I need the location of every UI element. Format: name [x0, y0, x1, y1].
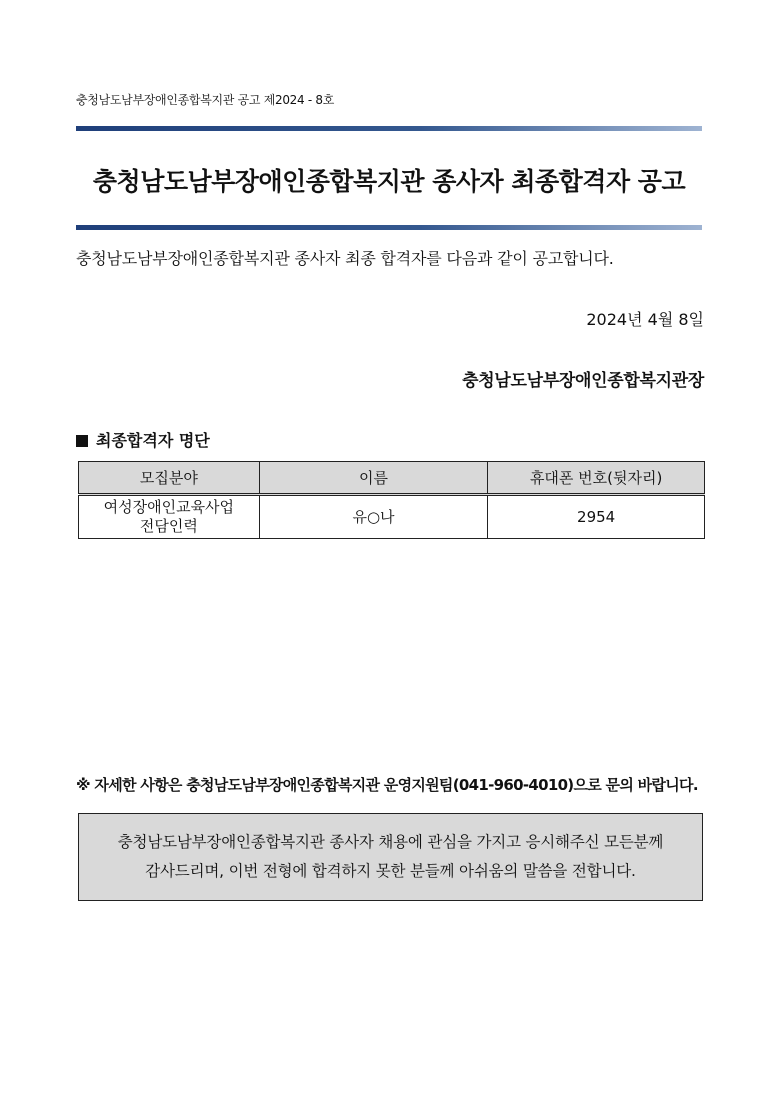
header-phone: 휴대폰 번호(뒷자리) — [488, 462, 705, 495]
notice-date: 2024년 4월 8일 — [586, 310, 704, 329]
section-heading — [76, 428, 210, 451]
closing-line-1: 충청남도남부장애인종합복지관 종사자 채용에 관심을 가지고 응시해주신 모든분께 — [117, 833, 664, 851]
title-top-rule — [76, 126, 702, 131]
section-title: 최종합격자 명단 — [96, 431, 210, 450]
field-line-2: 전담인력 — [139, 517, 198, 535]
issuer-name: 충청남도남부장애인종합복지관장 — [462, 371, 704, 391]
table-row — [79, 495, 705, 539]
notice-reference: 충청남도남부장애인종합복지관 공고 제2024 - 8호 — [76, 93, 335, 107]
field-line-1: 여성장애인교육사업 — [103, 498, 235, 516]
header-recruitment-field: 모집분야 — [79, 462, 260, 495]
intro-text: 충청남도남부장애인종합복지관 종사자 최종 합격자를 다음과 같이 공고합니다. — [76, 249, 614, 268]
header-name: 이름 — [259, 462, 488, 495]
title-bottom-rule — [76, 225, 702, 230]
cell-name: 유○나 — [259, 495, 488, 539]
cell-phone: 2954 — [488, 495, 705, 539]
cell-recruitment-field — [79, 495, 260, 539]
closing-message-box — [78, 813, 703, 901]
table-header-row — [79, 462, 705, 495]
page-title: 충청남도남부장애인종합복지관 종사자 최종합격자 공고 — [92, 167, 686, 196]
square-bullet-icon — [76, 435, 88, 447]
closing-line-2: 감사드리며, 이번 전형에 합격하지 못한 분들께 아쉬움의 말씀을 전합니다. — [145, 862, 636, 880]
contact-note: ※ 자세한 사항은 충청남도남부장애인종합복지관 운영지원팀(041-960-4010)으로 문의 바랍니다. — [76, 776, 698, 794]
finalist-table — [78, 461, 705, 539]
